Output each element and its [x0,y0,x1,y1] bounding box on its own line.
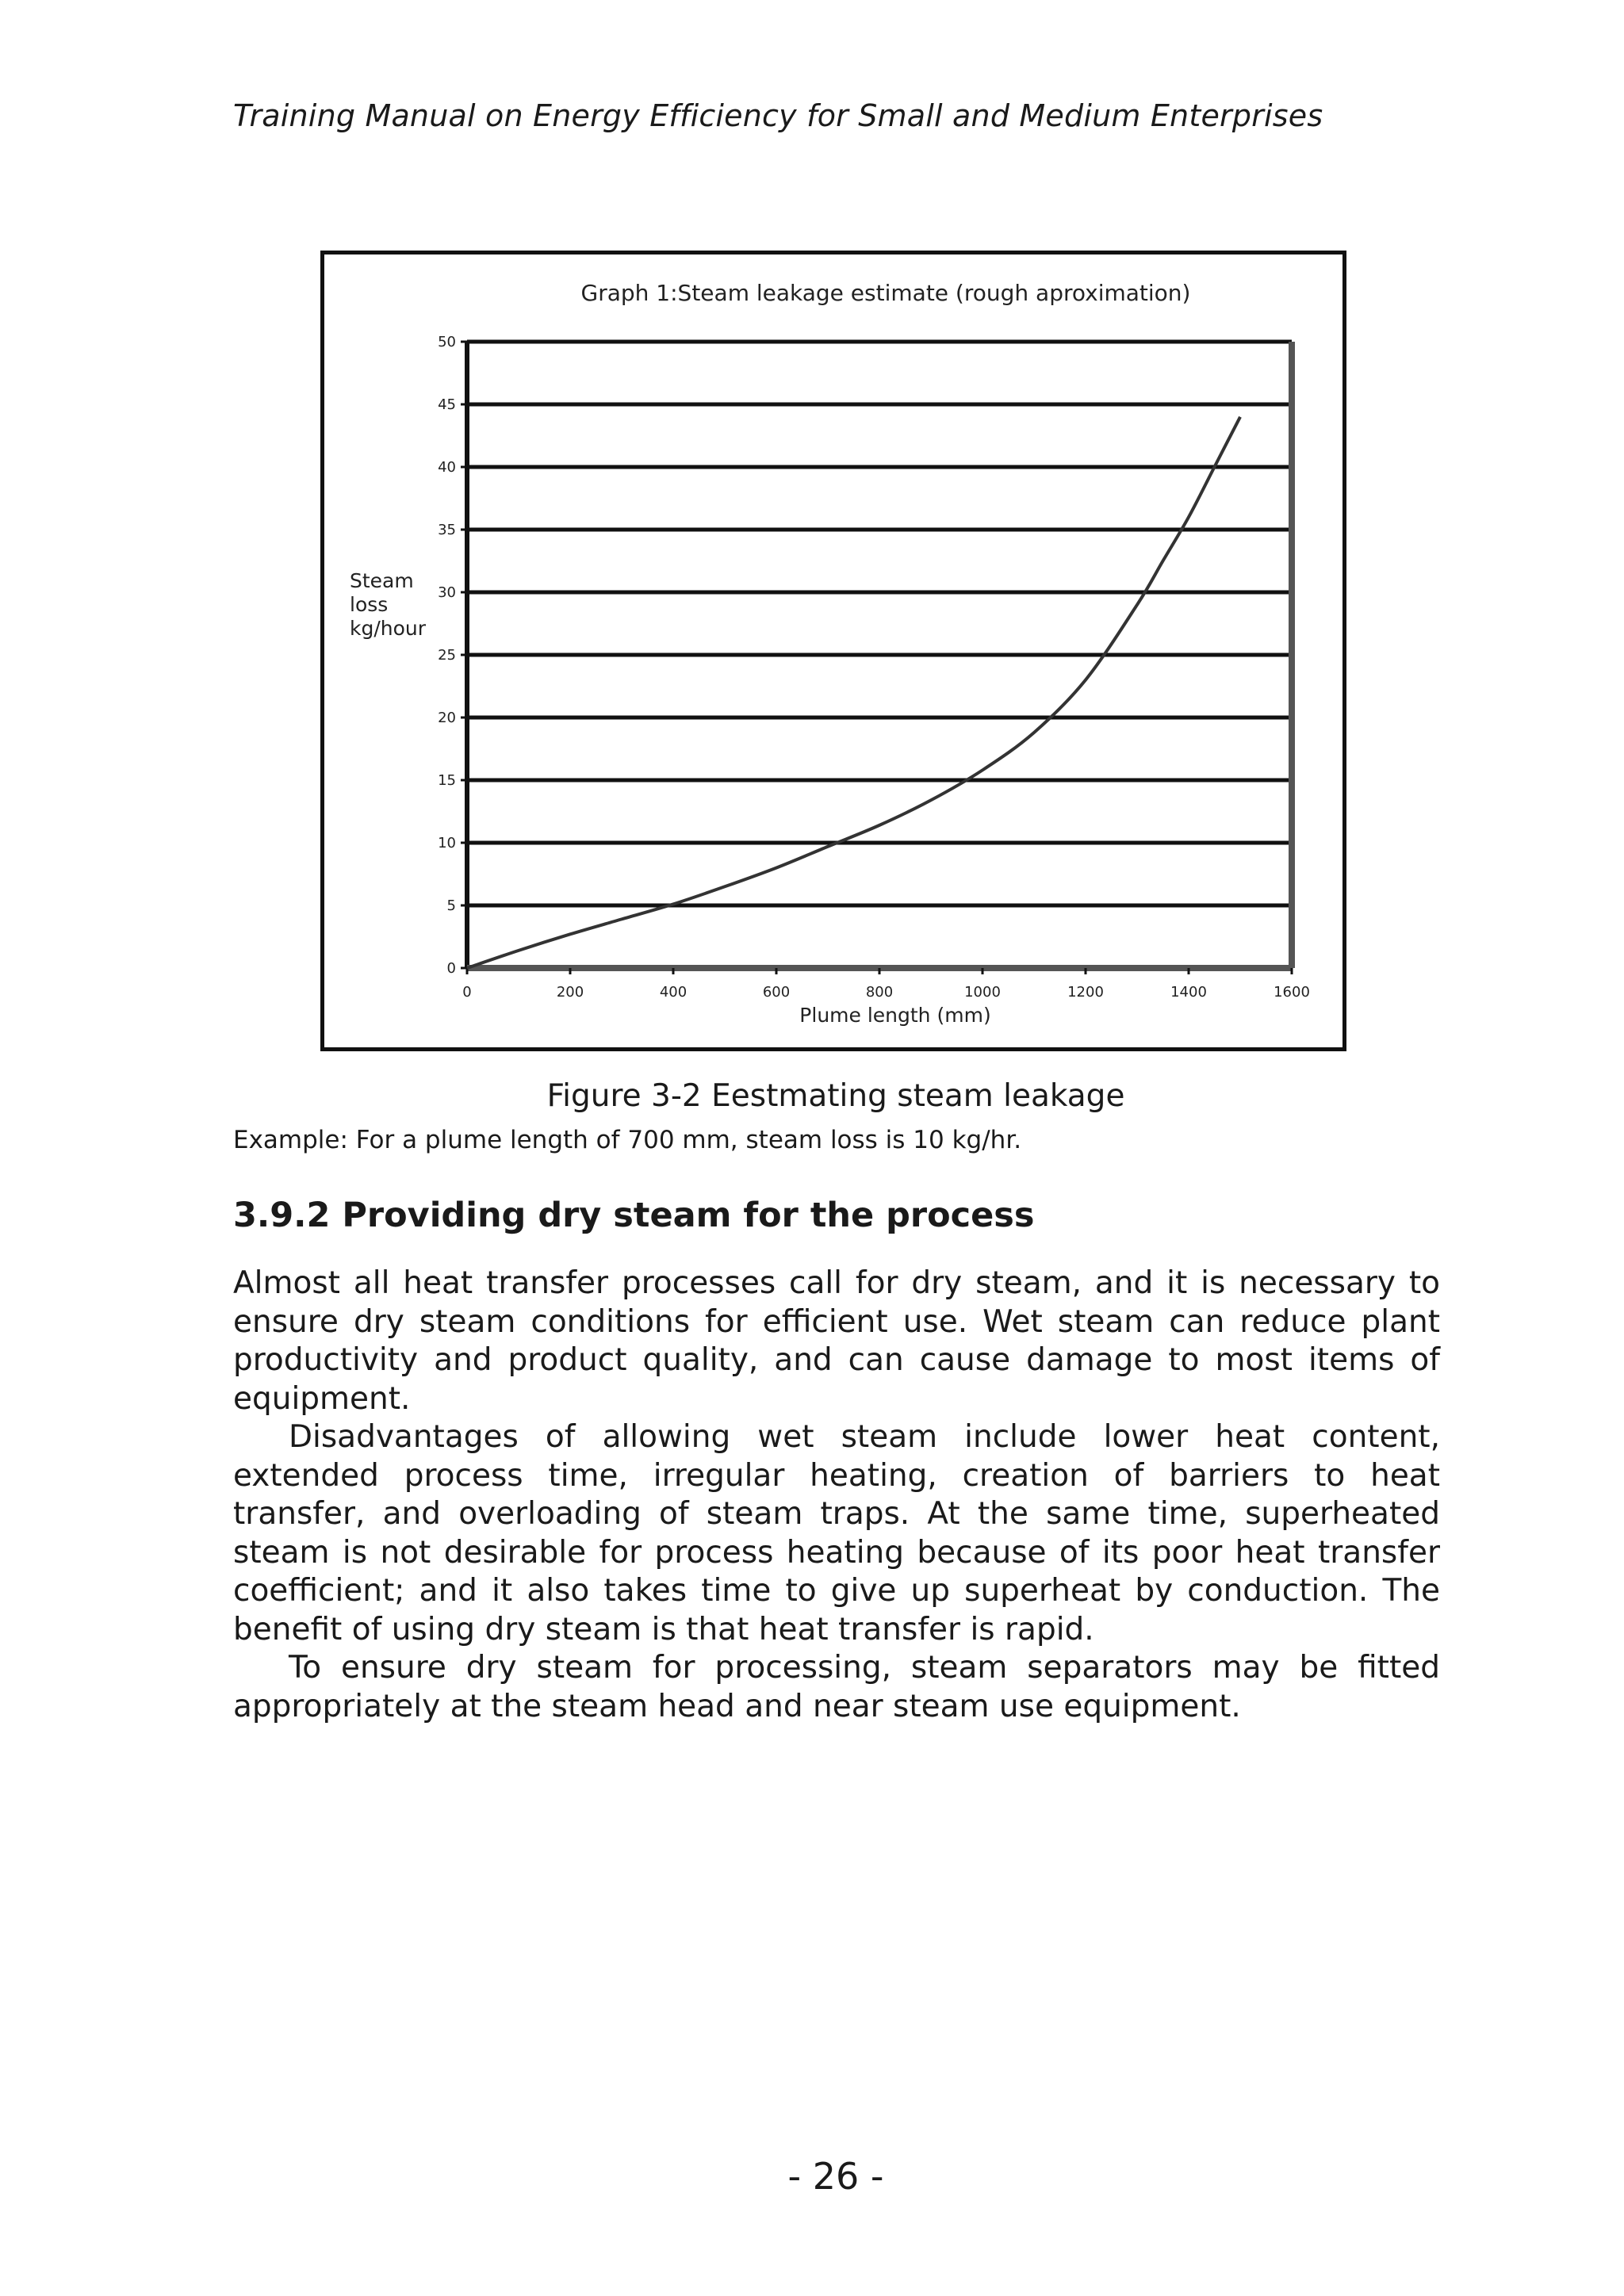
figure-example-note: Example: For a plume length of 700 mm, steam loss is 10 kg/hr. [233,1126,1022,1154]
x-tick-label: 200 [556,984,584,1001]
y-tick-label: 30 [438,584,456,601]
series-line [467,417,1240,968]
y-axis-label [350,569,427,640]
x-axis-label: Plume length (mm) [799,1004,991,1027]
paragraph: Almost all heat transfer processes call for dry steam, and it is necessary to ensure dry steam conditions for efficient use. Wet steam can reduce plant productivity and product quality, and can cause damage to most items of equipment. [233,1265,1440,1417]
section-body [233,1265,1440,1726]
running-header: Training Manual on Energy Efficiency for Small and Medium Enterprises [233,98,1323,133]
paragraph: Disadvantages of allowing wet steam include lower heat content, extended process time, irregular heating, creation of barriers to heat transfer, and overloading of steam traps. At the same time, superheated steam is not desirable for process heating because of its poor heat transfer coefficient; and it also takes time to give up superheat by conduction. The benefit of using dry steam is that heat transfer is rapid. [233,1419,1440,1647]
y-axis-label-line: Steam [350,569,414,592]
x-tick-label: 0 [462,984,472,1001]
chart-title: Graph 1:Steam leakage estimate (rough aproximation) [580,280,1191,306]
y-tick-label: 40 [438,459,456,476]
y-tick-label: 10 [438,835,456,851]
y-tick-label: 20 [438,710,456,726]
x-tick-label: 400 [659,984,688,1001]
x-tick-label: 1200 [1067,984,1104,1001]
y-tick-label: 45 [438,396,456,413]
steam-leakage-chart [324,254,1342,1047]
y-tick-label: 25 [438,647,456,664]
x-tick-label: 800 [865,984,894,1001]
y-tick-label: 50 [438,334,456,350]
y-tick-label: 35 [438,522,456,538]
figure-caption: Figure 3-2 Eestmating steam leakage [546,1078,1125,1114]
x-tick-label: 600 [762,984,791,1001]
section-heading: 3.9.2 Providing dry steam for the process [233,1196,1035,1235]
y-axis-label-line: kg/hour [350,617,427,640]
x-tick-label: 1400 [1170,984,1207,1001]
y-axis-label-line: loss [350,593,389,616]
paragraph: To ensure dry steam for processing, steam separators may be fitted appropriately at the steam head and near steam use equipment. [233,1650,1440,1724]
y-tick-label: 5 [446,897,456,914]
x-tick-label: 1000 [964,984,1001,1001]
y-tick-label: 0 [446,960,456,977]
page-number: - 26 - [787,2155,884,2198]
y-tick-label: 15 [438,772,456,789]
x-tick-label: 1600 [1274,984,1310,1001]
chart-figure [320,251,1346,1051]
